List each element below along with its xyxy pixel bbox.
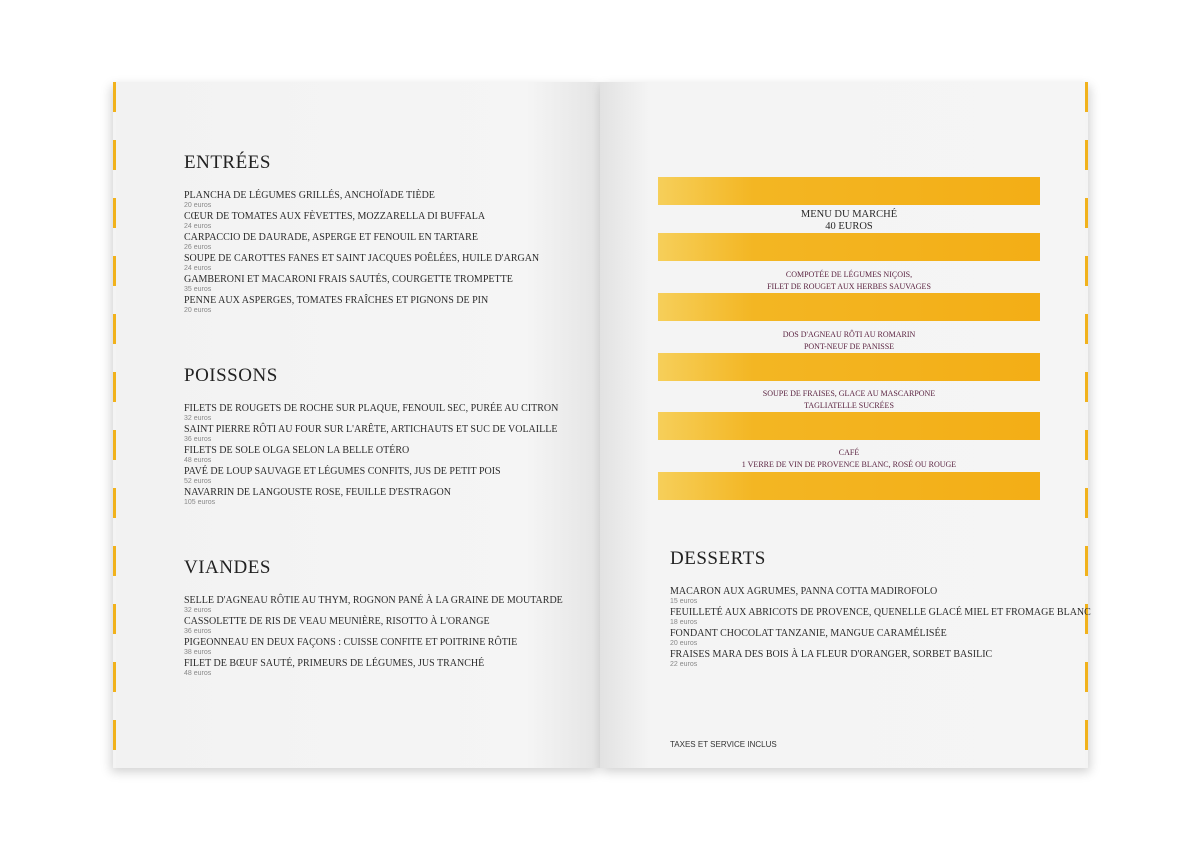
menu-course [658,269,1040,293]
yellow-stripe [658,472,1040,500]
menu-item [184,658,563,679]
item-name: FRAISES MARA DES BOIS À LA FLEUR D'ORANGER, SORBET BASILIC [670,649,993,660]
item-name: PIGEONNEAU EN DEUX FAÇONS : CUISSE CONFITE ET POITRINE RÔTIE [184,637,518,648]
course-line: 1 VERRE DE VIN DE PROVENCE BLANC, ROSÉ OU ROUGE [741,460,957,469]
menu-item [184,253,539,274]
menu-item [670,649,1091,670]
menu-du-marche-box [658,177,1040,500]
item-price: 48 euros [184,457,212,464]
menu-item [184,190,539,211]
item-name: SOUPE DE CAROTTES FANES ET SAINT JACQUES POÊLÉES, HUILE D'ARGAN [184,253,540,264]
item-name: NAVARRIN DE LANGOUSTE ROSE, FEUILLE D'ESTRAGON [184,487,451,498]
item-price: 38 euros [184,649,212,656]
item-price: 22 euros [670,661,698,668]
item-price: 32 euros [184,607,212,614]
yellow-stripe [658,353,1040,381]
item-price: 20 euros [670,640,698,647]
yellow-stripe [658,177,1040,205]
item-price: 18 euros [670,619,698,626]
menu-item [184,487,558,508]
item-name: CASSOLETTE DE RIS DE VEAU MEUNIÈRE, RISOTTO À L'ORANGE [184,616,490,627]
item-price: 26 euros [184,244,212,251]
item-price: 35 euros [184,286,212,293]
menu-item [184,274,539,295]
item-name: FILETS DE ROUGETS DE ROCHE SUR PLAQUE, FENOUIL SEC, PURÉE AU CITRON [184,403,559,414]
item-name: MACARON AUX AGRUMES, PANNA COTTA MADIROFOLO [670,586,938,597]
item-price: 15 euros [670,598,698,605]
item-name: SAINT PIERRE RÔTI AU FOUR SUR L'ARÊTE, ARTICHAUTS ET SUC DE VOLAILLE [184,424,558,435]
section-title: POISSONS [184,365,278,386]
menu-section-desserts [670,548,1091,670]
course-line: DOS D'AGNEAU RÔTI AU ROMARIN [782,330,916,339]
item-name: SELLE D'AGNEAU RÔTIE AU THYM, ROGNON PANÉ À LA GRAINE DE MOUTARDE [184,595,563,606]
taxes-note: TAXES ET SERVICE INCLUS [670,740,777,749]
section-title: DESSERTS [670,548,766,569]
yellow-edge-stripes [113,82,116,768]
yellow-stripe [658,233,1040,261]
menu-item [184,211,539,232]
item-name: PENNE AUX ASPERGES, TOMATES FRAÎCHES ET PIGNONS DE PIN [184,295,489,306]
menu-section-entrees [184,152,539,316]
course-line: TAGLIATELLE SUCRÉES [804,401,894,410]
item-price: 20 euros [184,202,212,209]
yellow-stripe [658,293,1040,321]
menu-item [670,607,1091,628]
item-price: 36 euros [184,628,212,635]
menu-course [658,447,1040,471]
course-line: COMPOTÉE DE LÉGUMES NIÇOIS, [785,270,913,279]
item-price: 52 euros [184,478,212,485]
item-price: 20 euros [184,307,212,314]
menu-item [670,586,1091,607]
item-price: 24 euros [184,223,212,230]
item-name: PAVÉ DE LOUP SAUVAGE ET LÉGUMES CONFITS, JUS DE PETIT POIS [184,466,501,477]
menu-section-viandes [184,557,563,679]
item-name: FILETS DE SOLE OLGA SELON LA BELLE OTÉRO [184,445,410,456]
menu-course [658,329,1040,353]
item-name: GAMBERONI ET MACARONI FRAIS SAUTÉS, COURGETTE TROMPETTE [184,274,513,285]
menu-title: MENU DU MARCHÉ [800,209,898,220]
item-name: CARPACCIO DE DAURADE, ASPERGE ET FENOUIL EN TARTARE [184,232,478,243]
menu-item [184,637,563,658]
menu-item [184,295,539,316]
course-line: SOUPE DE FRAISES, GLACE AU MASCARPONE [762,389,936,398]
menu-item [184,595,563,616]
section-title: ENTRÉES [184,152,271,173]
item-name: CŒUR DE TOMATES AUX FÈVETTES, MOZZARELLA DI BUFFALA [184,211,486,222]
menu-price: 40 EUROS [825,221,873,232]
item-price: 32 euros [184,415,212,422]
menu-item [184,424,558,445]
course-line: PONT-NEUF DE PANISSE [803,342,895,351]
item-name: PLANCHA DE LÉGUMES GRILLÉS, ANCHOÏADE TIÈDE [184,190,435,201]
item-price: 24 euros [184,265,212,272]
menu-item [184,616,563,637]
item-name: FILET DE BŒUF SAUTÉ, PRIMEURS DE LÉGUMES, JUS TRANCHÉ [184,658,485,669]
course-line: FILET DE ROUGET AUX HERBES SAUVAGES [767,282,931,291]
menu-item [184,466,558,487]
menu-item [670,628,1091,649]
menu-course [658,388,1040,412]
item-price: 36 euros [184,436,212,443]
yellow-stripe [658,412,1040,440]
item-price: 48 euros [184,670,212,677]
right-page [600,82,1091,768]
item-name: FONDANT CHOCOLAT TANZANIE, MANGUE CARAMÉLISÉE [670,628,947,639]
menu-item [184,232,539,253]
course-line: CAFÉ [838,448,860,457]
menu-section-poissons [184,365,558,508]
menu-du-marche-heading [658,209,1040,233]
menu-item [184,445,558,466]
item-price: 105 euros [184,499,216,506]
menu-item [184,403,558,424]
item-name: FEUILLETÉ AUX ABRICOTS DE PROVENCE, QUENELLE GLACÉ MIEL ET FROMAGE BLANC [670,607,1091,618]
left-page [113,82,600,768]
section-title: VIANDES [184,557,271,578]
